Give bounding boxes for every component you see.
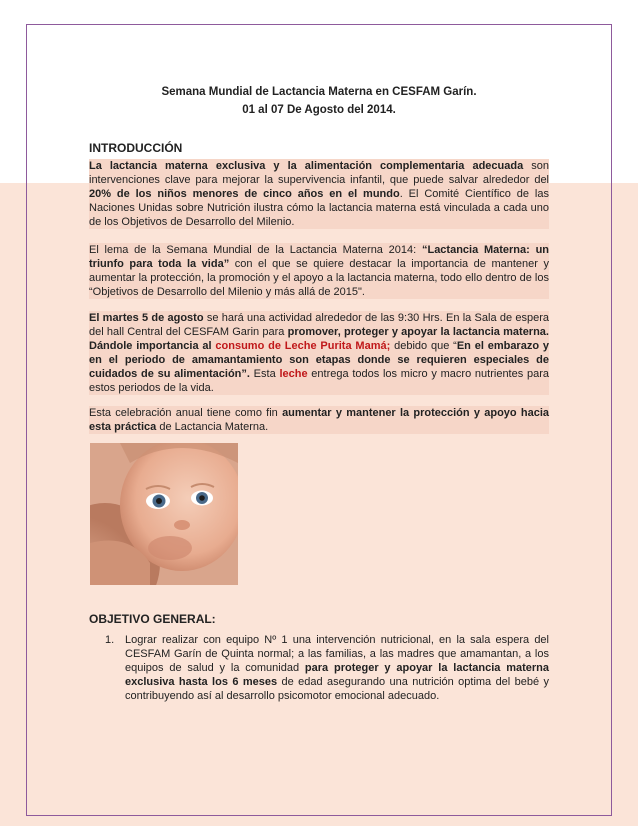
list-item [89, 633, 549, 703]
intro-p1-bold-2: 20% de los niños menores de cinco años en el mundo [89, 188, 400, 200]
intro-p1-text-1: son intervenciones clave para mejorar la supervivencia infantil, que puede salvar alrededor del [89, 160, 549, 186]
intro-p3-bold-3: En el embarazo y en el periodo de amamantamiento son etapas donde se requieren especiales de cuidados de su alimentación”. [89, 340, 550, 380]
intro-p4-text-1: Esta celebración anual tiene como fin [89, 407, 283, 419]
intro-p3-bold-2: promover, proteger y apoyar la lactancia materna. Dándole importancia al [89, 326, 549, 352]
intro-p2-bold-1: “Lactancia Materna: un triunfo para toda la vida” [89, 244, 550, 270]
list-item-text-1: Lograr realizar con equipo Nº 1 una intervención nutricional, en la sala espera del CESFAM Garín de Quinta normal; a las familias, a las madres que amamantan, a los equipos de salud y la comunidad [125, 634, 549, 674]
intro-heading: INTRODUCCIÓN [89, 141, 183, 155]
intro-p4-bold-1: aumentar y mantener la protección y apoyo hacia esta práctica [89, 407, 550, 433]
intro-p3-bold-1: El martes 5 de agosto [89, 312, 204, 324]
list-item-number: 1. [105, 634, 115, 646]
intro-paragraph-3 [89, 311, 549, 395]
intro-p3-text-4: entrega todos los micro y macro nutrientes para estos periodos de la vida. [89, 368, 549, 394]
list-item-text-2: de edad asegurando una nutrición optima del bebé y contribuyendo así al desarrollo psicomotor emocional adecuado. [125, 676, 549, 702]
list-item-bold: para proteger y apoyar la lactancia materna exclusiva hasta los 6 meses [125, 662, 549, 688]
intro-p3-text-2: debido que “ [390, 340, 457, 352]
intro-paragraph-4 [89, 406, 549, 434]
intro-p2-text-2: con el que se quiere destacar la importancia de mantener y aumentar la protección, la promoción y el apoyo a la lactancia materna, todo ello dentro de los “Objetivos de Desarrollo del Milenio y más allá de 2015". [89, 258, 550, 298]
objective-list [89, 633, 549, 703]
objective-heading: OBJETIVO GENERAL: [89, 612, 216, 626]
intro-p3-text-3: Esta [249, 368, 280, 380]
intro-p4-text-2: de Lactancia Materna. [156, 421, 269, 433]
document-title-line-2: 01 al 07 De Agosto del 2014. [242, 104, 396, 116]
intro-p1-bold-1: La lactancia materna exclusiva y la alimentación complementaria adecuada [89, 160, 524, 172]
intro-p1-text-2: . El Comité Científico de las Naciones Unidas sobre Nutrición ilustra cómo la lactancia materna está vinculada a cada uno de los Objetivos de Desarrollo del Milenio. [89, 188, 549, 228]
intro-paragraph-2 [89, 243, 549, 299]
intro-p3-red-1: consumo de Leche Purita Mamá; [211, 340, 391, 352]
intro-p3-red-2: leche [279, 368, 308, 380]
intro-paragraph-1 [89, 159, 549, 229]
baby-breastfeeding-photo [90, 443, 238, 585]
baby-photo-illustration [90, 443, 238, 585]
document-title-line-1: Semana Mundial de Lactancia Materna en CESFAM Garín. [161, 86, 477, 98]
intro-p3-text-1: se hará una actividad alrededor de las 9:30 Hrs. En la Sala de espera del hall Central del CESFAM Garin para [89, 312, 549, 338]
intro-p2-text-1: El lema de la Semana Mundial de la Lactancia Materna 2014: [89, 244, 422, 256]
